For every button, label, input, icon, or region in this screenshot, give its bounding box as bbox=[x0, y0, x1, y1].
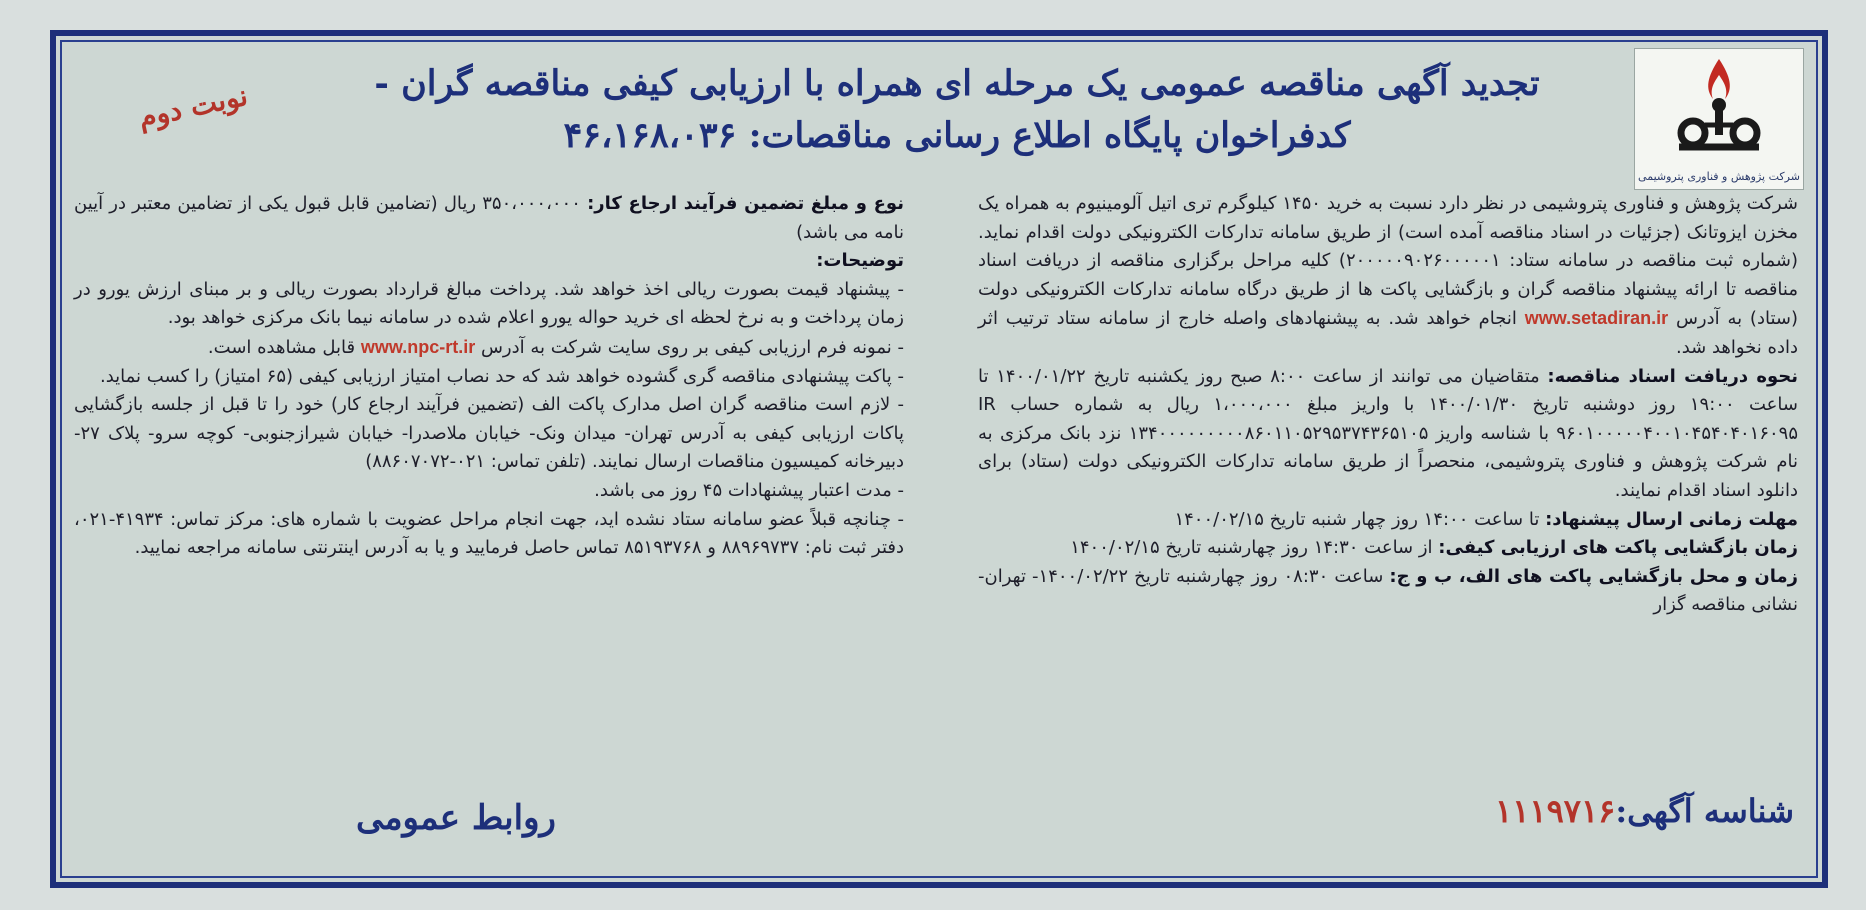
quality-opening-text: از ساعت ۱۴:۳۰ روز چهارشنبه تاریخ ۱۴۰۰/۰۲/۱۵ bbox=[1070, 537, 1433, 559]
ad-id-label: شناسه آگهی: bbox=[1615, 792, 1794, 830]
left-column bbox=[74, 190, 904, 563]
deadline-label: مهلت زمانی ارسال پیشنهاد: bbox=[1545, 508, 1798, 530]
receive-docs-text: متقاضیان می توانند از ساعت ۸:۰۰ صبح روز یکشنبه تاریخ ۱۴۰۰/۰۱/۲۲ تا ساعت ۱۹:۰۰ روز دوشنبه تاریخ ۱۴۰۰/۰۱/۳۰ با واریز مبلغ ۱،۰۰۰،۰۰۰ ریال به شماره حساب IR ۹۶۰۱۰۰۰۰۰۴۰۰۱۰۴۵۴۰۴۰۱۶۰۹۵ با شناسه واریز ۱۳۴۰۰۰۰۰۰۰۰۰۸۶۰۱۱۰۵۲۹۵۳۷۴۳۶۵۱۰۵ نزد بانک مرکزی به نام شرکت پژوهش و فناوری پتروشیمی، منحصراً از طریق سامانه تدارکات الکترونیکی دولت (ستاد) برای دانلود اسناد اقدام نمایند. bbox=[978, 365, 1798, 501]
title-line-2: کدفراخوان پایگاه اطلاع رسانی مناقصات: ۴۶،۱۶۸،۰۳۶ bbox=[563, 115, 1351, 156]
title-line-1: تجدید آگهی مناقصه عمومی یک مرحله ای همراه با ارزیابی کیفی مناقصه گران - bbox=[374, 63, 1540, 104]
note-quality-form-text-1: - نمونه فرم ارزیابی کیفی بر روی سایت شرکت به آدرس bbox=[480, 336, 904, 358]
npc-rt-link[interactable]: www.npc-rt.ir bbox=[360, 336, 476, 357]
intro-paragraph bbox=[978, 190, 1798, 363]
setadiran-link[interactable]: www.setadiran.ir bbox=[1524, 308, 1669, 329]
note-quality-form-text-2: قابل مشاهده است. bbox=[207, 336, 356, 358]
deadline-text: تا ساعت ۱۴:۰۰ روز چهار شنبه تاریخ ۱۴۰۰/۰۲/۱۵ bbox=[1174, 508, 1540, 530]
second-round-badge: نوبت دوم bbox=[135, 78, 251, 135]
guarantee-label: نوع و مبلغ تضمین فرآیند ارجاع کار: bbox=[587, 193, 904, 214]
intro-text-2: انجام خواهد شد. به پیشنهادهای واصله خارج از سامانه ستاد ترتیب اثر داده نخواهد شد. bbox=[978, 308, 1798, 358]
receive-docs-paragraph bbox=[978, 363, 1798, 506]
note-quality-form bbox=[74, 333, 904, 363]
guarantee-paragraph bbox=[74, 190, 904, 247]
receive-docs-label: نحوه دریافت اسناد مناقصه: bbox=[1547, 365, 1798, 387]
tender-advertisement bbox=[50, 30, 1828, 888]
ad-id-number: ۱۱۱۹۷۱۶ bbox=[1495, 792, 1616, 830]
note-submit-originals: - لازم است مناقصه گران اصل مدارک پاکت الف (تضمین فرآیند ارجاع کار) خود را تا قبل از جلسه بازگشایی پاکات ارزیابی کیفی به آدرس تهران- میدان ونک- خیابان ملاصدرا- خیابان شیرازجنوبی- کوچه سرو- پلاک ۲۷- دبیرخانه کمیسیون مناقصات ارسال نمایند. (تلفن تماس: ۰۲۱-۸۸۶۰۷۰۷۲) bbox=[74, 394, 904, 473]
note-min-score: - پاکت پیشنهادی مناقصه گری گشوده خواهد شد که حد نصاب امتیاز ارزیابی کیفی (۶۵ امتیاز) را کسب نماید. bbox=[99, 365, 904, 387]
envelope-opening-text: ساعت ۰۸:۳۰ روز چهارشنبه تاریخ ۱۴۰۰/۰۲/۲۲- تهران- نشانی مناقصه گزار bbox=[978, 565, 1798, 616]
quality-opening-paragraph bbox=[978, 534, 1798, 563]
envelope-opening-label: زمان و محل بازگشایی پاکت های الف، ب و ج: bbox=[1389, 565, 1798, 587]
envelope-opening-paragraph bbox=[978, 563, 1798, 620]
quality-opening-label: زمان بازگشایی پاکت های ارزیابی کیفی: bbox=[1438, 537, 1798, 559]
guarantee-text: ۳۵۰،۰۰۰،۰۰۰ ریال (تضامین قابل قبول یکی از تضامین معتبر در آیین نامه می باشد) bbox=[74, 193, 904, 243]
intro-text-1: شرکت پژوهش و فناوری پتروشیمی در نظر دارد نسبت به خرید ۱۴۵۰ کیلوگرم تری اتیل آلومینیوم به همراه یک مخزن ایزوتانک (جزئیات در اسناد مناقصه آمده است) از طریق سامانه تدارکات الکترونیکی دولت اقدام نماید. (شماره ثبت مناقصه در سامانه ستاد: ۲۰۰۰۰۰۹۰۲۶۰۰۰۰۰۱) کلیه مراحل برگزاری مناقصه از دریافت اسناد مناقصه تا ارائه پیشنهاد مناقصه گران و بازگشایی پاکت ها از طریق درگاه سامانه تدارکات الکترونیکی دولت (ستاد) به آدرس bbox=[978, 193, 1799, 330]
note-registration: - چنانچه قبلاً عضو سامانه ستاد نشده اید، جهت انجام مراحل عضویت با شماره های: مرکز تماس: ۴۱۹۳۴-۰۲۱، دفتر ثبت نام: ۸۸۹۶۹۷۳۷ و ۸۵۱۹۳۷۶۸ تماس حاصل فرمایید و یا به آدرس اینترنتی سامانه مراجعه نمایید. bbox=[74, 508, 904, 559]
note-currency: - پیشنهاد قیمت بصورت ریالی اخذ خواهد شد. پرداخت مبالغ قرارداد بصورت ریالی و بر مبنای ارزش یورو در زمان پرداخت و به نرخ لحظه ای خرید حواله یورو اعلام شده در سامانه نیما بانک مرکزی خواهد بود. bbox=[74, 278, 904, 329]
public-relations-signature: روابط عمومی bbox=[356, 798, 556, 838]
note-validity: - مدت اعتبار پیشنهادات ۴۵ روز می باشد. bbox=[594, 479, 904, 501]
company-logo bbox=[1634, 48, 1804, 190]
npc-flame-logo-icon bbox=[1649, 55, 1789, 163]
notes-heading: توضیحات: bbox=[816, 250, 904, 272]
page-title bbox=[292, 58, 1622, 162]
logo-caption: شرکت پژوهش و فناوری پتروشیمی bbox=[1638, 170, 1800, 183]
deadline-paragraph bbox=[978, 506, 1798, 535]
ad-id bbox=[1495, 792, 1794, 830]
right-column bbox=[978, 190, 1798, 620]
